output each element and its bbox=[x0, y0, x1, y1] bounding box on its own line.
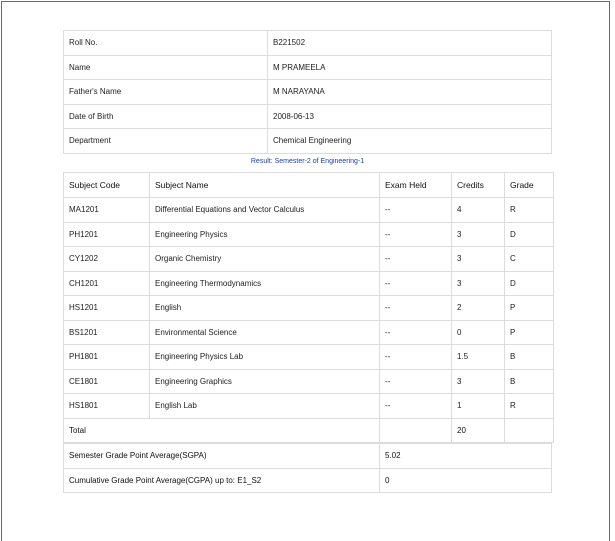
total-exam-cell bbox=[380, 418, 452, 443]
sgpa-row bbox=[64, 444, 552, 469]
subject-code: HS1201 bbox=[64, 296, 150, 321]
subject-code: CE1801 bbox=[64, 369, 150, 394]
header-credits: Credits bbox=[452, 173, 505, 198]
student-info-table bbox=[63, 30, 552, 154]
table-row bbox=[64, 296, 554, 321]
subject-code: HS1801 bbox=[64, 394, 150, 419]
grade: P bbox=[505, 320, 554, 345]
subject-code: MA1201 bbox=[64, 198, 150, 223]
total-grade-cell bbox=[505, 418, 554, 443]
dob-value: 2008-06-13 bbox=[268, 104, 552, 129]
exam-held: -- bbox=[380, 247, 452, 272]
credits: 3 bbox=[452, 222, 505, 247]
exam-held: -- bbox=[380, 394, 452, 419]
table-row bbox=[64, 247, 554, 272]
exam-held: -- bbox=[380, 198, 452, 223]
subject-name: English Lab bbox=[150, 394, 380, 419]
grades-table bbox=[63, 172, 554, 443]
cgpa-value: 0 bbox=[380, 468, 552, 493]
subject-name: Engineering Thermodynamics bbox=[150, 271, 380, 296]
sgpa-label: Semester Grade Point Average(SGPA) bbox=[64, 444, 380, 469]
subject-name: Engineering Physics bbox=[150, 222, 380, 247]
table-row bbox=[64, 320, 554, 345]
table-row bbox=[64, 198, 554, 223]
cgpa-row bbox=[64, 468, 552, 493]
fathers-name-value: M NARAYANA bbox=[268, 80, 552, 105]
table-row bbox=[64, 31, 552, 56]
exam-held: -- bbox=[380, 345, 452, 370]
grade: P bbox=[505, 296, 554, 321]
total-label: Total bbox=[64, 418, 380, 443]
exam-held: -- bbox=[380, 222, 452, 247]
total-credits: 20 bbox=[452, 418, 505, 443]
subject-name: English bbox=[150, 296, 380, 321]
table-row bbox=[64, 222, 554, 247]
credits: 3 bbox=[452, 247, 505, 272]
table-row bbox=[64, 394, 554, 419]
table-row bbox=[64, 345, 554, 370]
subject-code: CH1201 bbox=[64, 271, 150, 296]
roll-no-value: B221502 bbox=[268, 31, 552, 56]
credits: 2 bbox=[452, 296, 505, 321]
sgpa-value: 5.02 bbox=[380, 444, 552, 469]
summary-table bbox=[63, 443, 552, 493]
table-row bbox=[64, 271, 554, 296]
header-subject-name: Subject Name bbox=[150, 173, 380, 198]
result-title: Result: Semester-2 of Engineering-1 bbox=[250, 158, 365, 165]
dob-label: Date of Birth bbox=[64, 104, 268, 129]
credits: 3 bbox=[452, 271, 505, 296]
subject-name: Engineering Graphics bbox=[150, 369, 380, 394]
subject-code: BS1201 bbox=[64, 320, 150, 345]
header-subject-code: Subject Code bbox=[64, 173, 150, 198]
credits: 1 bbox=[452, 394, 505, 419]
credits: 3 bbox=[452, 369, 505, 394]
grade: R bbox=[505, 394, 554, 419]
exam-held: -- bbox=[380, 271, 452, 296]
subject-name: Environmental Science bbox=[150, 320, 380, 345]
subject-name: Differential Equations and Vector Calculus bbox=[150, 198, 380, 223]
subject-code: CY1202 bbox=[64, 247, 150, 272]
table-row bbox=[64, 369, 554, 394]
header-exam-held: Exam Held bbox=[380, 173, 452, 198]
table-row bbox=[64, 80, 552, 105]
header-grade: Grade bbox=[505, 173, 554, 198]
grade: C bbox=[505, 247, 554, 272]
credits: 0 bbox=[452, 320, 505, 345]
credits: 1.5 bbox=[452, 345, 505, 370]
cgpa-label: Cumulative Grade Point Average(CGPA) up to: E1_S2 bbox=[64, 468, 380, 493]
credits: 4 bbox=[452, 198, 505, 223]
exam-held: -- bbox=[380, 320, 452, 345]
table-row bbox=[64, 129, 552, 154]
department-value: Chemical Engineering bbox=[268, 129, 552, 154]
fathers-name-label: Father's Name bbox=[64, 80, 268, 105]
roll-no-label: Roll No. bbox=[64, 31, 268, 56]
table-header-row bbox=[64, 173, 554, 198]
subject-name: Organic Chemistry bbox=[150, 247, 380, 272]
subject-name: Engineering Physics Lab bbox=[150, 345, 380, 370]
name-label: Name bbox=[64, 55, 268, 80]
grade: D bbox=[505, 271, 554, 296]
exam-held: -- bbox=[380, 369, 452, 394]
subject-code: PH1201 bbox=[64, 222, 150, 247]
grade: D bbox=[505, 222, 554, 247]
name-value: M PRAMEELA bbox=[268, 55, 552, 80]
grade: R bbox=[505, 198, 554, 223]
department-label: Department bbox=[64, 129, 268, 154]
table-row bbox=[64, 55, 552, 80]
exam-held: -- bbox=[380, 296, 452, 321]
grade: B bbox=[505, 369, 554, 394]
grade: B bbox=[505, 345, 554, 370]
total-row bbox=[64, 418, 554, 443]
table-row bbox=[64, 104, 552, 129]
subject-code: PH1801 bbox=[64, 345, 150, 370]
